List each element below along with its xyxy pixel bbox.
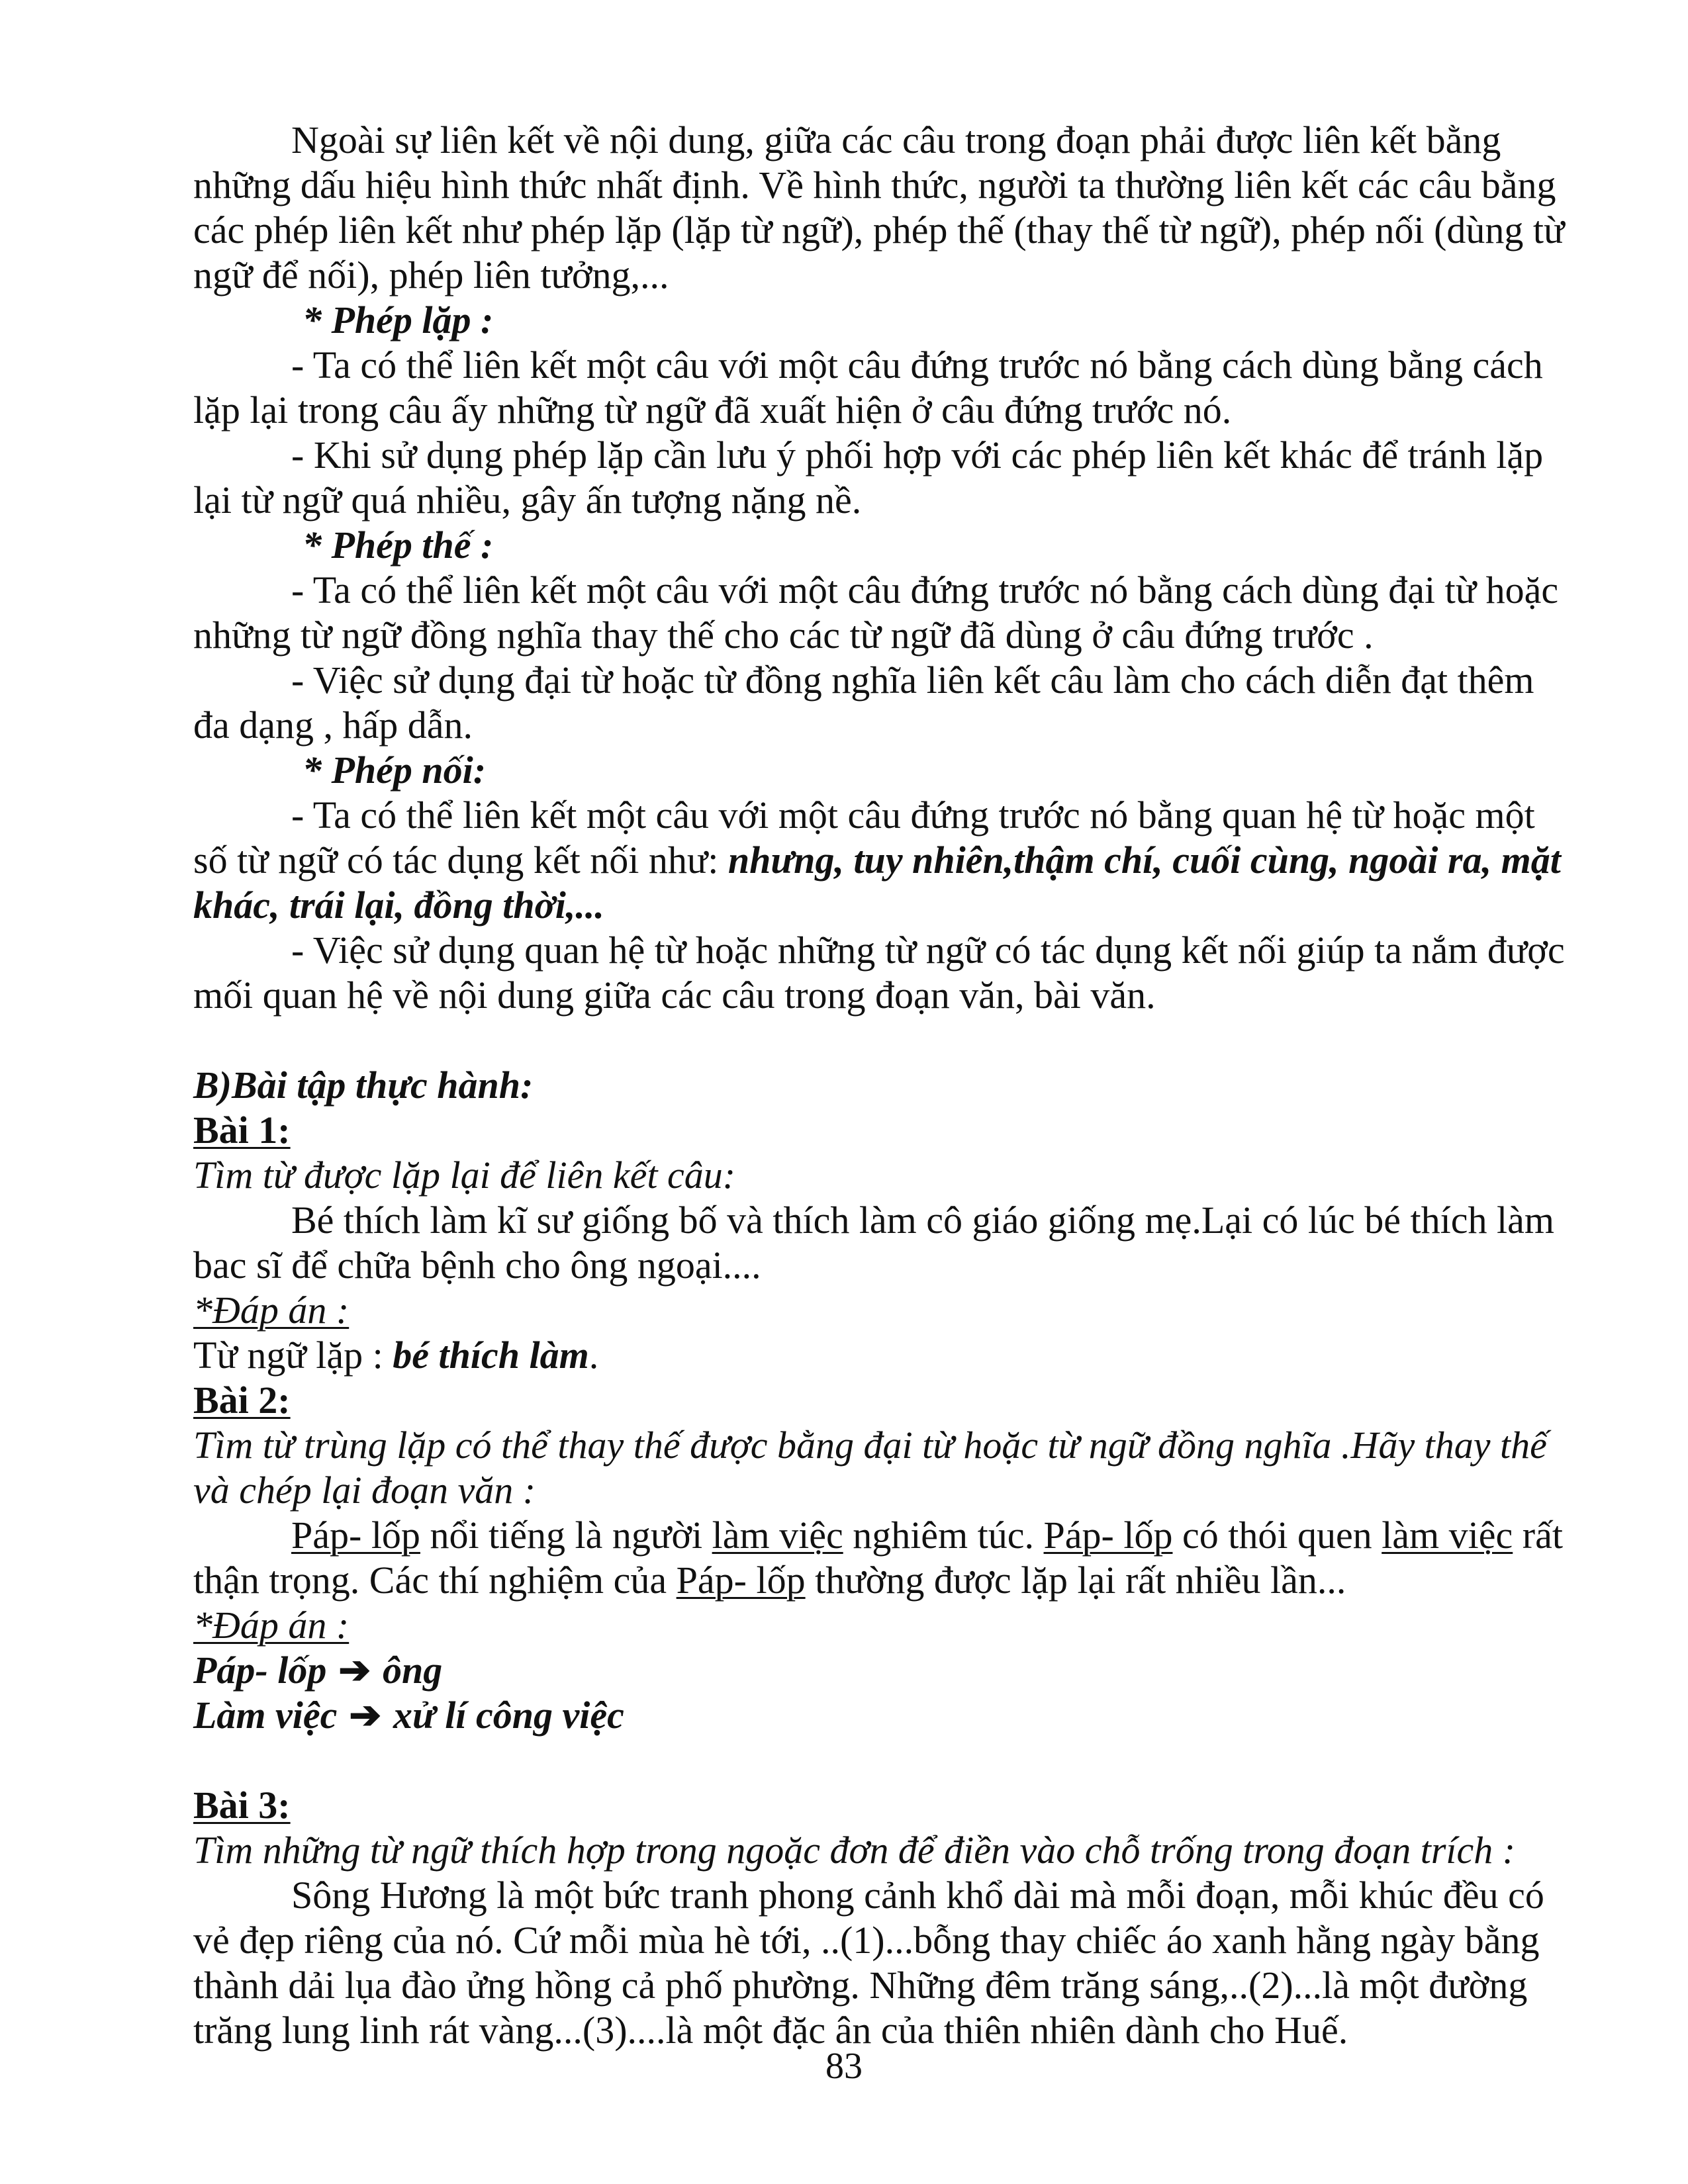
phep-lap-heading: * Phép lặp : bbox=[303, 298, 494, 341]
bai1-answer-emph: bé thích làm bbox=[393, 1334, 589, 1377]
spacer bbox=[193, 1738, 1570, 1783]
phep-lap-p1: - Ta có thể liên kết một câu với một câu đứng trước nó bằng cách dùng bằng cách lặp lại trong câu ấy những từ ngữ đã xuất hiện ở câu đứng trước nó. bbox=[193, 343, 1543, 432]
bai1-text: Bé thích làm kĩ sư giống bố và thích làm cô giáo giống mẹ.Lại có lúc bé thích làm bac sĩ để chữa bệnh cho ông ngoại.... bbox=[193, 1199, 1554, 1287]
bai2-text bbox=[193, 1513, 1570, 1603]
bai2-ans1-to: ông bbox=[382, 1649, 443, 1692]
bai2-seg3: làm việc bbox=[712, 1514, 843, 1557]
phep-noi-connectors: nhưng, tuy nhiên,thậm chí, cuối cùng, ngoài ra, mặt khác, trái lại, đồng thời,... bbox=[193, 839, 1561, 927]
bai2-seg6: có thói quen bbox=[1172, 1514, 1382, 1557]
bai2-seg7: làm việc bbox=[1382, 1514, 1513, 1557]
bai2-prompt: Tìm từ trùng lặp có thể thay thế được bằng đại từ hoặc từ ngữ đồng nghĩa .Hãy thay thế và chép lại đoạn văn : bbox=[193, 1424, 1547, 1512]
bai2-ans2-to: xử lí công việc bbox=[393, 1694, 624, 1737]
phep-the-p1: - Ta có thể liên kết một câu với một câu đứng trước nó bằng cách dùng đại từ hoặc những từ ngữ đồng nghĩa thay thế cho các từ ngữ đã dùng ở câu đứng trước . bbox=[193, 569, 1559, 657]
bai1-answer-suffix: . bbox=[588, 1334, 599, 1377]
arrow-right-icon: ➔ bbox=[349, 1694, 381, 1737]
bai2-seg4: nghiêm túc. bbox=[843, 1514, 1044, 1557]
practice-heading: B)Bài tập thực hành: bbox=[193, 1064, 534, 1107]
bai2-answer-2 bbox=[193, 1693, 1570, 1738]
bai2-answer-label: *Đáp án : bbox=[193, 1604, 350, 1647]
phep-noi-p1 bbox=[193, 793, 1570, 928]
bai2-title: Bài 2: bbox=[193, 1379, 291, 1422]
spacer bbox=[193, 1018, 1570, 1063]
bai2-seg2: nổi tiếng là người bbox=[420, 1514, 712, 1557]
bai1-prompt: Tìm từ được lặp lại để liên kết câu: bbox=[193, 1154, 736, 1197]
phep-noi-p2: - Việc sử dụng quan hệ từ hoặc những từ ngữ có tác dụng kết nối giúp ta nắm được mối quan hệ về nội dung giữa các câu trong đoạn văn, bài văn. bbox=[193, 929, 1565, 1017]
document-body bbox=[193, 118, 1570, 2053]
phep-noi-heading: * Phép nối: bbox=[303, 749, 487, 792]
bai2-seg8: rất thận trọng. Các thí nghiệm của bbox=[193, 1514, 1563, 1602]
bai3-text: Sông Hương là một bức tranh phong cảnh khổ dài mà mỗi đoạn, mỗi khúc đều có vẻ đẹp riêng của nó. Cứ mỗi mùa hè tới, ..(1)...bỗng thay chiếc áo xanh hằng ngày bằng thành dải lụa đào ửng hồng cả phố phường. Những đêm trăng sáng,..(2)...là một đường trăng lung linh rát vàng...(3)....là một đặc ân của thiên nhiên dành cho Huế. bbox=[193, 1874, 1544, 2052]
bai1-title: Bài 1: bbox=[193, 1109, 291, 1152]
bai2-seg1: Páp- lốp bbox=[291, 1514, 420, 1557]
bai2-seg10: thường được lặp lại rất nhiều lần... bbox=[805, 1559, 1346, 1602]
bai1-answer bbox=[193, 1333, 1570, 1378]
bai2-seg5: Páp- lốp bbox=[1043, 1514, 1173, 1557]
page-number: 83 bbox=[825, 2046, 863, 2087]
bai1-answer-label: *Đáp án : bbox=[193, 1289, 350, 1332]
bai1-answer-prefix: Từ ngữ lặp : bbox=[193, 1334, 393, 1377]
bai3-prompt: Tìm những từ ngữ thích hợp trong ngoặc đơn để điền vào chỗ trống trong đoạn trích : bbox=[193, 1829, 1516, 1872]
bai3-title: Bài 3: bbox=[193, 1784, 291, 1827]
phep-the-p2: - Việc sử dụng đại từ hoặc từ đồng nghĩa liên kết câu làm cho cách diễn đạt thêm đa dạng , hấp dẫn. bbox=[193, 659, 1534, 747]
phep-the-heading: * Phép thế : bbox=[303, 523, 494, 567]
phep-noi-p1-text: - Ta có thể liên kết một câu với một câu đứng trước nó bằng quan hệ từ hoặc một số từ ngữ có tác dụng kết nối như: bbox=[193, 794, 1535, 882]
arrow-right-icon: ➔ bbox=[338, 1649, 371, 1692]
phep-lap-p2: - Khi sử dụng phép lặp cần lưu ý phối hợp với các phép liên kết khác để tránh lặp lại từ ngữ quá nhiều, gây ấn tượng nặng nề. bbox=[193, 433, 1544, 522]
intro-paragraph: Ngoài sự liên kết về nội dung, giữa các câu trong đoạn phải được liên kết bằng những dấu hiệu hình thức nhất định. Về hình thức, người ta thường liên kết các câu bằng các phép liên kết như phép lặp (lặp từ ngữ), phép thế (thay thế từ ngữ), phép nối (dùng từ ngữ để nối), phép liên tưởng,... bbox=[193, 118, 1565, 296]
bai2-answer-1 bbox=[193, 1648, 1570, 1693]
bai2-seg9: Páp- lốp bbox=[676, 1559, 806, 1602]
bai2-ans1-from: Páp- lốp bbox=[193, 1649, 327, 1692]
bai2-ans2-from: Làm việc bbox=[193, 1694, 338, 1737]
